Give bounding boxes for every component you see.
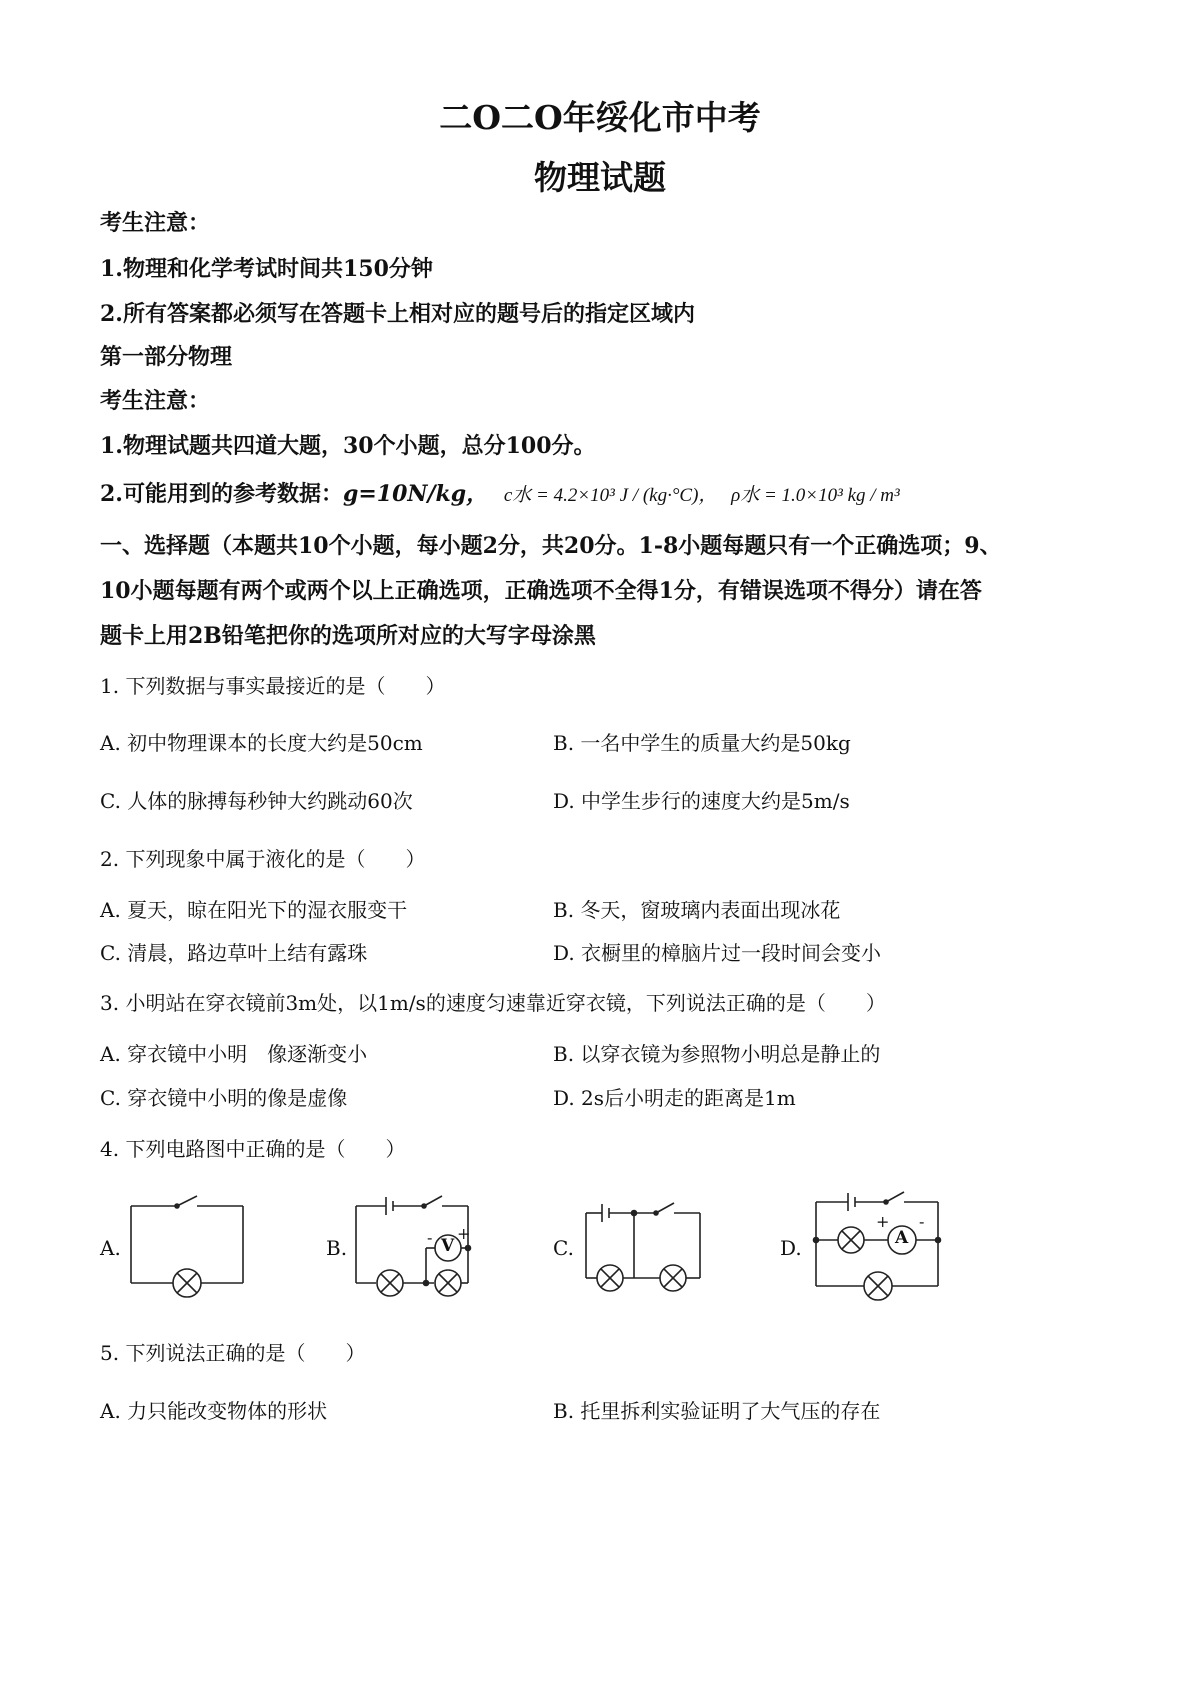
option-b: B. 冬天，窗玻璃内表面出现冰花 [553,898,841,922]
plus-sign: + [876,1212,890,1231]
question-stem: 3. 小明站在穿衣镜前3m处，以1m/s的速度匀速靠近穿衣镜，下列说法正确的是（ ） [100,991,886,1015]
gravity-value: g=10N/kg， [342,481,489,507]
question-stem: 1. 下列数据与事实最接近的是（ ） [100,674,446,698]
option-a: A. 初中物理课本的长度大约是50cm [100,731,423,755]
voltmeter-label: V [441,1236,455,1256]
figure-label-b: B. [326,1236,348,1260]
figure-label-c: C. [553,1236,574,1260]
page-title: 二O二O年绥化市中考 [439,98,761,137]
part-heading: 第一部分物理 [100,344,233,370]
minus-sign: - [427,1228,433,1247]
option-d: D. 衣橱里的樟脑片过一段时间会变小 [553,941,882,965]
question-stem: 4. 下列电路图中正确的是（ ） [100,1137,406,1161]
circuit-diagram-a [125,1188,250,1303]
circuit-diagram-b [348,1188,478,1303]
option-c: C. 穿衣镜中小明的像是虚像 [100,1086,348,1110]
plus-sign: + [457,1224,471,1243]
option-b: B. 托里拆利实验证明了大气压的存在 [553,1399,881,1423]
section-instructions: 10小题每题有两个或两个以上正确选项，正确选项不全得1分，有错误选项不得分）请在答 [100,578,982,604]
circuit-diagram-c [578,1188,708,1303]
notice-heading: 考生注意： [100,388,211,414]
page-subtitle: 物理试题 [534,158,666,197]
notice-item: 2.所有答案都必须写在答题卡上相对应的题号后的指定区域内 [100,301,695,327]
option-d: D. 中学生步行的速度大约是5m/s [553,789,850,813]
option-a: A. 夏天，晾在阳光下的湿衣服变干 [100,898,408,922]
minus-sign: - [919,1212,925,1231]
reference-data-label: 2.可能用到的参考数据： [100,481,343,507]
figure-label-a: A. [100,1236,121,1260]
option-c: C. 人体的脉搏每秒钟大约跳动60次 [100,789,413,813]
specific-heat-formula: c水 = 4.2×10³ J / (kg·°C)， [503,485,718,506]
question-stem: 5. 下列说法正确的是（ ） [100,1341,366,1365]
option-b: B. 以穿衣镜为参照物小明总是静止的 [553,1042,881,1066]
figure-label-d: D. [780,1236,802,1260]
option-a: A. 穿衣镜中小明 像逐渐变小 [100,1042,368,1066]
circuit-diagram-d [808,1186,948,1306]
option-c: C. 清晨，路边草叶上结有露珠 [100,941,368,965]
option-d: D. 2s后小明走的距离是1m [553,1086,796,1110]
option-a: A. 力只能改变物体的形状 [100,1399,328,1423]
section-instructions: 题卡上用2B铅笔把你的选项所对应的大写字母涂黑 [100,623,596,649]
question-stem: 2. 下列现象中属于液化的是（ ） [100,847,426,871]
notice-item [100,477,900,508]
notice-item: 1.物理和化学考试时间共150分钟 [100,256,433,282]
option-b: B. 一名中学生的质量大约是50kg [553,731,851,755]
ammeter-label: A [895,1228,909,1248]
notice-item: 1.物理试题共四道大题，30个小题，总分100分。 [100,433,596,459]
density-formula: ρ水 = 1.0×10³ kg / m³ [731,485,900,506]
notice-heading: 考生注意： [100,210,211,236]
section-instructions: 一、选择题（本题共10个小题，每小题2分，共20分。1-8小题每题只有一个正确选项；9、 [100,533,1002,559]
